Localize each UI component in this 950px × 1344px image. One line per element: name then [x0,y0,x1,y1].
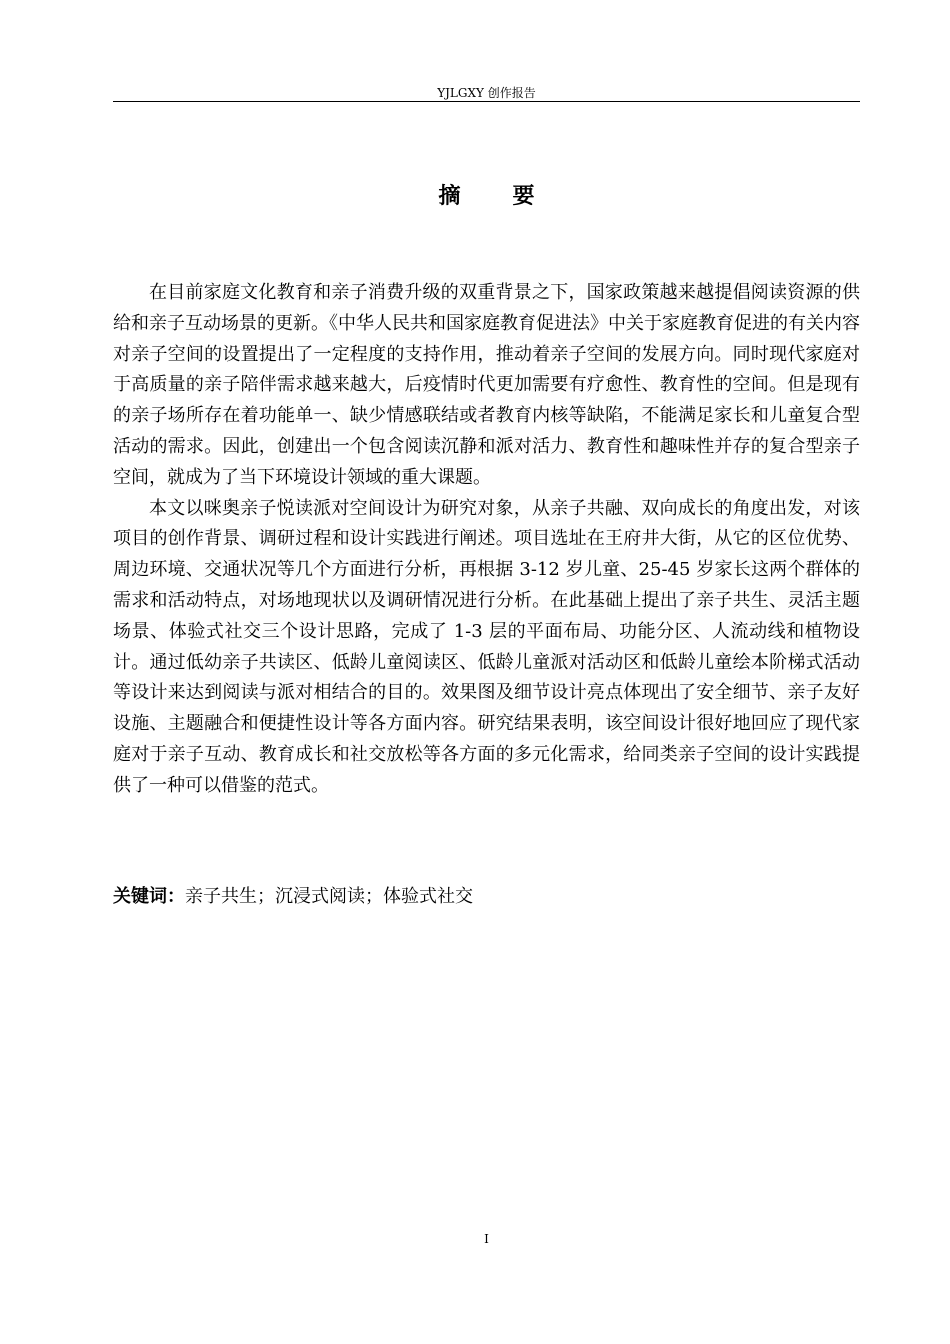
header-rule [113,101,860,102]
page-title: 摘要 [438,184,587,209]
keywords-label: 关键词： [113,886,185,907]
keywords-line [113,882,860,912]
abstract-paragraph-1: 在目前家庭文化教育和亲子消费升级的双重背景之下，国家政策越来越提倡阅读资源的供给和亲子互动场景的更新。《中华人民共和国家庭教育促进法》中关于家庭教育促进的有关内容对亲子空间的设置提出了一定程度的支持作用，推动着亲子空间的发展方向。同时现代家庭对于高质量的亲子陪伴需求越来越大，后疫情时代更加需要有疗愈性、教育性的空间。但是现有的亲子场所存在着功能单一、缺少情感联结或者教育内核等缺陷，不能满足家长和儿童复合型活动的需求。因此，创建出一个包含阅读沉静和派对活力、教育性和趣味性并存的复合型亲子空间，就成为了当下环境设计领域的重大课题。 [113,282,860,488]
abstract-paragraph-2: 本文以咪奥亲子悦读派对空间设计为研究对象，从亲子共融、双向成长的角度出发，对该项目的创作背景、调研过程和设计实践进行阐述。项目选址在王府井大街，从它的区位优势、周边环境、交通状况等几个方面进行分析，再根据 3-12 岁儿童、25-45 岁家长这两个群体的需求和活动特点，对场地现状以及调研情况进行分析。在此基础上提出了亲子共生、灵活主题场景、体验式社交三个设计思路，完成了 1-3 层的平面布局、功能分区、人流动线和植物设计。通过低幼亲子共读区、低龄儿童阅读区、低龄儿童派对活动区和低龄儿童绘本阶梯式活动等设计来达到阅读与派对相结合的目的。效果图及细节设计亮点体现出了安全细节、亲子友好设施、主题融合和便捷性设计等各方面内容。研究结果表明，该空间设计很好地回应了现代家庭对于亲子互动、教育成长和社交放松等各方面的多元化需求，给同类亲子空间的设计实践提供了一种可以借鉴的范式。 [113,497,860,796]
keywords-text: 亲子共生；沉浸式阅读；体验式社交 [185,886,473,907]
abstract-body [113,278,860,802]
page-number: I [484,1232,489,1246]
running-header: YJLGXY 创作报告 [437,86,536,100]
